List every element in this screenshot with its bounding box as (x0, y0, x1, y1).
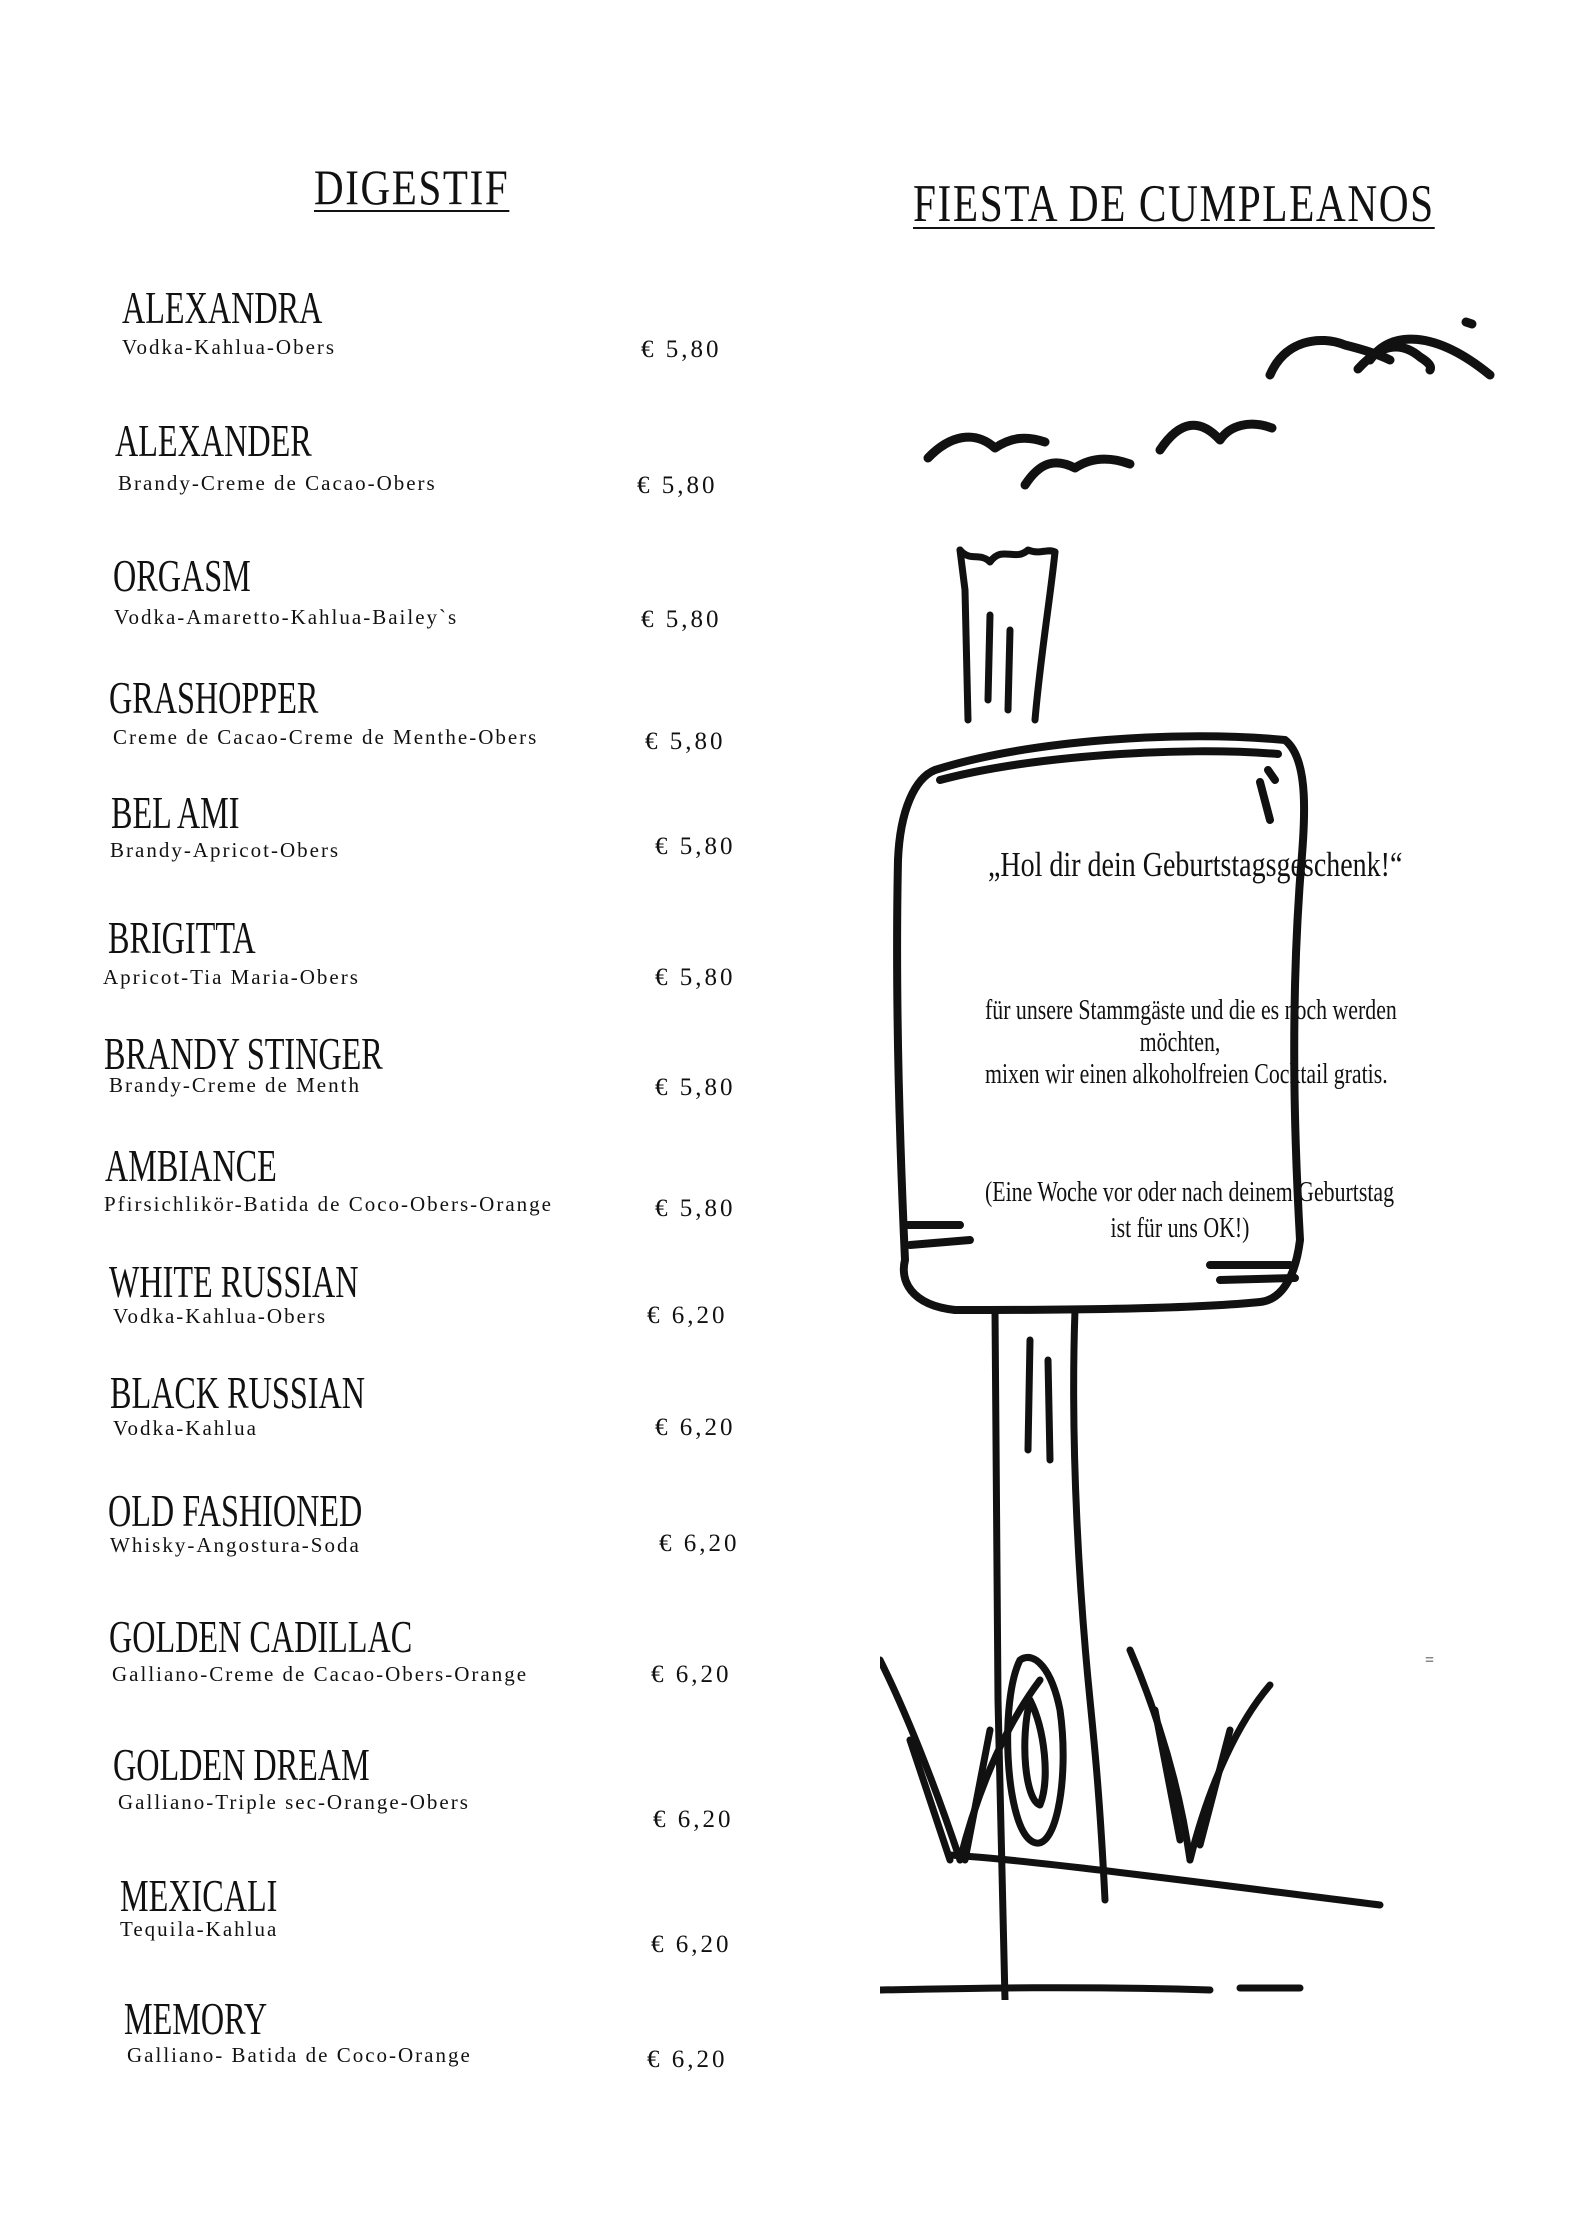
drink-item (0, 1028, 790, 1141)
birds-drawing (928, 322, 1490, 485)
drink-name: ALEXANDRA (122, 282, 323, 333)
drink-name: BEL AMI (111, 787, 240, 838)
drink-name: BRANDY STINGER (104, 1028, 383, 1079)
grass-drawing (880, 1650, 1380, 1990)
drink-description: Vodka-Kahlua-Obers (122, 335, 337, 359)
drink-item (0, 1739, 790, 1852)
stray-mark: = (1425, 1652, 1435, 1669)
sign-note-line: ist für uns OK!) (1110, 1213, 1250, 1244)
drink-item (0, 672, 790, 785)
sign-note-line: (Eine Woche vor oder nach deinem Geburtstag (985, 1177, 1395, 1208)
drink-description: Vodka-Kahlua (113, 1416, 258, 1440)
drink-description: Galliano-Triple sec-Orange-Obers (118, 1790, 470, 1814)
drink-name: WHITE RUSSIAN (109, 1256, 359, 1307)
drink-name: BLACK RUSSIAN (110, 1367, 365, 1418)
drink-description: Pfirsichlikör-Batida de Coco-Obers-Orange (104, 1192, 553, 1216)
drink-description: Vodka-Amaretto-Kahlua-Bailey`s (114, 605, 459, 629)
drink-price: € 5,80 (637, 472, 718, 499)
drink-description: Brandy-Apricot-Obers (110, 838, 341, 862)
drink-item (0, 415, 790, 528)
drink-item (0, 1870, 790, 1983)
fiesta-heading: FIESTA DE CUMPLEANOS (913, 175, 1435, 233)
drink-name: MEMORY (124, 1993, 268, 2044)
drink-item (0, 1993, 790, 2106)
drink-price: € 5,80 (655, 833, 736, 860)
drink-price: € 5,80 (655, 964, 736, 991)
post-top-drawing (960, 550, 1055, 720)
drink-item (0, 1140, 790, 1253)
drink-price: € 6,20 (659, 1530, 740, 1557)
drink-price: € 6,20 (647, 1302, 728, 1329)
drink-item (0, 1485, 790, 1598)
post-bottom-drawing (995, 1310, 1105, 2000)
drink-item (0, 282, 790, 395)
drink-description: Tequila-Kahlua (120, 1917, 279, 1941)
sign-body-line: möchten, (1139, 1027, 1221, 1058)
drink-description: Galliano- Batida de Coco-Orange (127, 2043, 472, 2067)
drink-description: Vodka-Kahlua-Obers (113, 1304, 328, 1328)
drink-price: € 5,80 (645, 728, 726, 755)
drink-item (0, 1611, 790, 1724)
drink-item (0, 787, 790, 900)
drink-description: Brandy-Creme de Menth (109, 1073, 361, 1097)
sign-post-illustration (880, 300, 1560, 2000)
digestif-heading: DIGESTIF (314, 159, 510, 215)
drink-item (0, 550, 790, 663)
drink-item (0, 912, 790, 1025)
drink-description: Creme de Cacao-Creme de Menthe-Obers (113, 725, 539, 749)
drink-description: Whisky-Angostura-Soda (110, 1533, 361, 1557)
drink-item (0, 1256, 790, 1369)
sign-body (985, 995, 1397, 1091)
drink-name: OLD FASHIONED (108, 1485, 363, 1536)
drink-price: € 5,80 (655, 1074, 736, 1101)
drink-price: € 6,20 (655, 1414, 736, 1441)
drink-description: Galliano-Creme de Cacao-Obers-Orange (112, 1662, 529, 1686)
drink-description: Apricot-Tia Maria-Obers (103, 965, 360, 989)
drink-price: € 6,20 (651, 1661, 732, 1688)
drink-name: GOLDEN DREAM (113, 1739, 370, 1790)
sign-note (985, 1175, 1395, 1247)
sign-body-line: mixen wir einen alkoholfreien Cocktail gratis. (985, 1059, 1388, 1090)
sign-body-line: für unsere Stammgäste und die es noch werden (985, 995, 1397, 1026)
drink-name: GRASHOPPER (109, 672, 319, 723)
drink-name: GOLDEN CADILLAC (109, 1611, 413, 1662)
drink-description: Brandy-Creme de Cacao-Obers (118, 471, 437, 495)
drink-item (0, 1367, 790, 1480)
sign-headline: „Hol dir dein Geburtstagsgeschenk!“ (988, 845, 1403, 884)
drink-price: € 6,20 (653, 1806, 734, 1833)
drink-price: € 6,20 (647, 2046, 728, 2073)
drink-price: € 5,80 (641, 336, 722, 363)
drink-name: ALEXANDER (115, 415, 312, 466)
drink-price: € 6,20 (651, 1931, 732, 1958)
drink-name: AMBIANCE (105, 1140, 277, 1191)
drink-price: € 5,80 (641, 606, 722, 633)
drink-price: € 5,80 (655, 1195, 736, 1222)
drink-name: ORGASM (113, 550, 251, 601)
drink-name: MEXICALI (120, 1870, 278, 1921)
drink-name: BRIGITTA (108, 912, 256, 963)
